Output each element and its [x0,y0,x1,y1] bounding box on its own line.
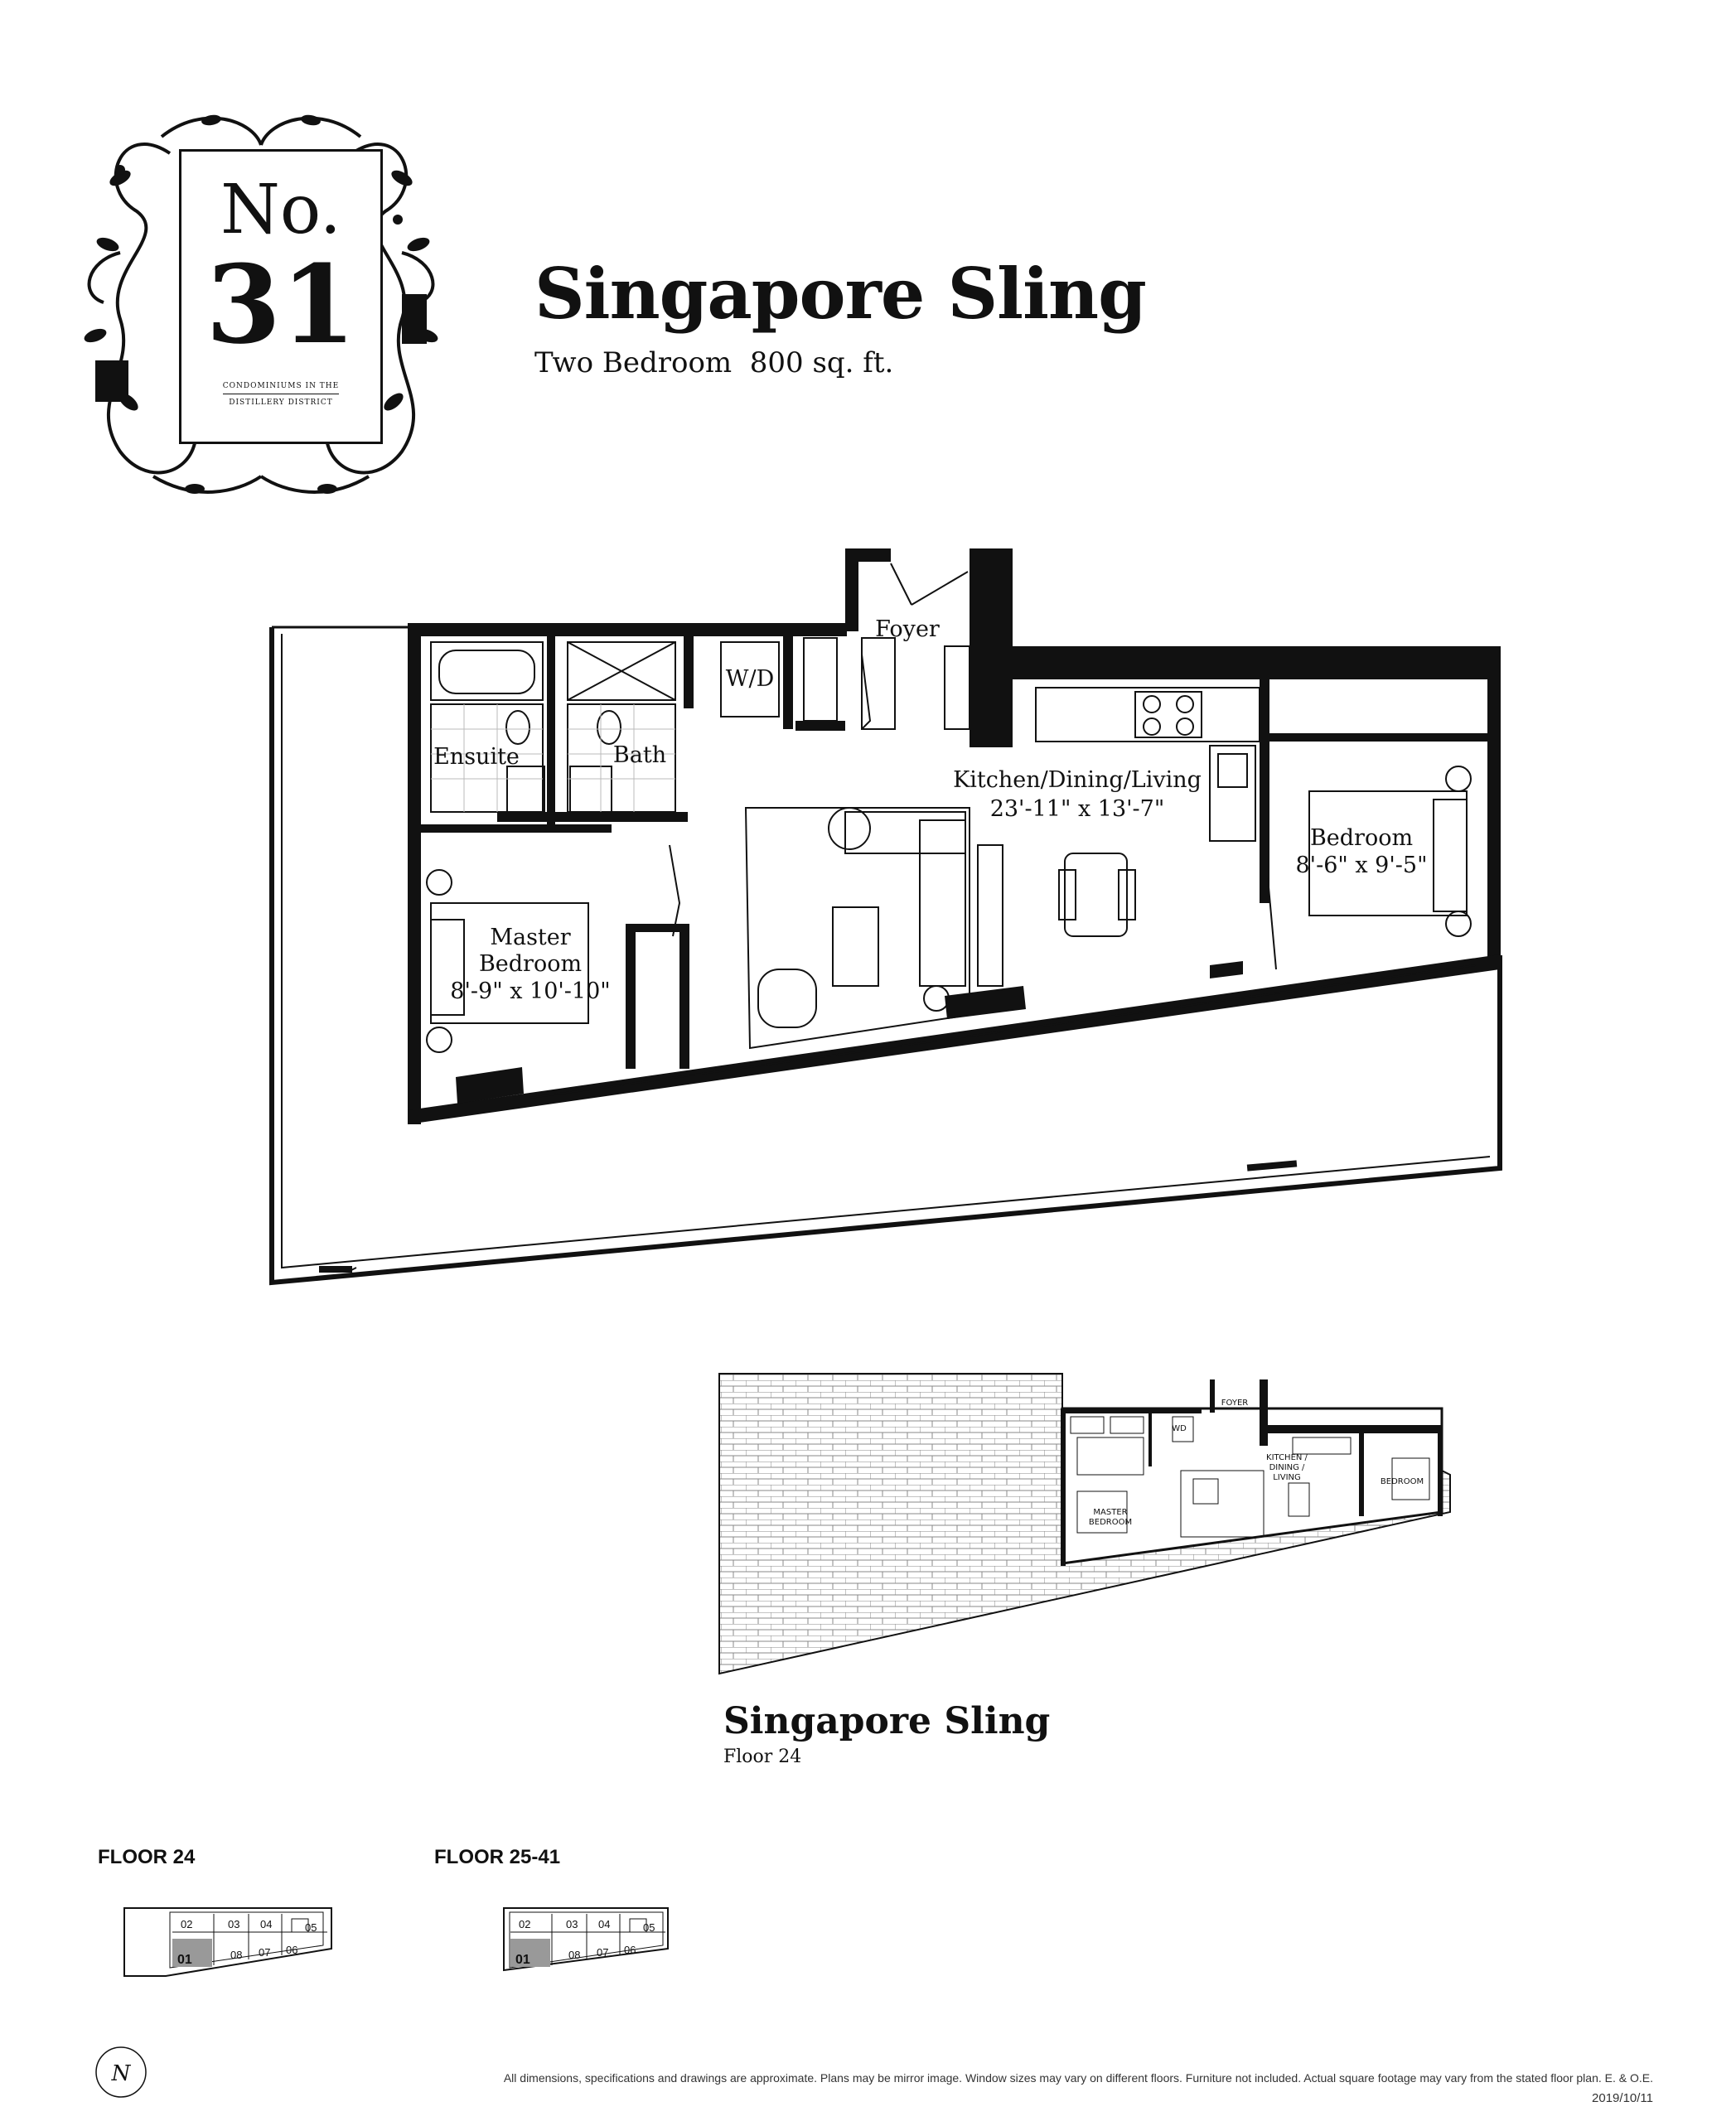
unit-label: 04 [260,1918,273,1930]
unit-label: 07 [259,1946,271,1959]
unit-label: 02 [519,1918,531,1930]
unit-label: 08 [230,1949,243,1961]
key-label-master-2: BEDROOM [1088,1518,1133,1527]
room-label-master: Master [490,925,571,950]
unit-label: 05 [643,1921,655,1934]
key-plan-floor: Floor 24 [723,1747,802,1767]
key-label-kitchen-1: KITCHEN / [1266,1453,1308,1462]
living-furniture [746,808,1135,1048]
terrace [272,627,1500,1283]
key-label-foyer: FOYER [1221,1399,1249,1408]
key-label-kitchen-3: LIVING [1273,1473,1301,1482]
compass-letter: N [111,2061,131,2086]
unit-label: 08 [568,1949,581,1961]
key-label-kitchen-2: DINING / [1269,1463,1305,1472]
room-dims-master: 8'-9" x 10'-10" [450,978,611,1004]
logo-number: 31 [206,241,356,368]
suite-title: Singapore Sling [534,253,1146,335]
unit-label: 06 [624,1944,636,1956]
floor-label-25-41: FLOOR 25-41 [434,1846,561,1868]
room-dims-kitchen: 23'-11" x 13'-7" [989,796,1165,822]
room-label-ensuite: Ensuite [433,744,520,770]
unit-label-highlight: 01 [515,1953,530,1967]
room-label-bath: Bath [612,742,667,768]
key-plan-title: Singapore Sling [723,1700,1051,1742]
unit-label: 04 [598,1918,611,1930]
key-label-master-1: MASTER [1093,1508,1128,1517]
room-dims-bedroom: 8'-6" x 9'-5" [1295,853,1428,878]
unit-label-highlight: 01 [177,1953,192,1967]
unit-label: 05 [305,1921,317,1934]
unit-label: 02 [181,1918,193,1930]
unit-label: 03 [566,1918,578,1930]
plan-date: 2019/10/11 [1592,2091,1653,2105]
key-label-wd: WD [1172,1424,1187,1433]
key-plan [719,1374,1450,1674]
disclaimer-text: All dimensions, specifications and drawings are approximate. Plans may be mirror image. Window sizes may vary on different floors. Furniture not included. Actual square footage may vary from the stated floor plan. E. & O.E. [503,2071,1653,2085]
room-label-foyer: Foyer [875,616,940,642]
room-label-bedroom: Bedroom [1309,825,1414,851]
suite-subtitle: Two Bedroom 800 sq. ft. [534,346,894,379]
room-label-wd: W/D [725,666,775,692]
key-label-bedroom: BEDROOM [1380,1477,1424,1486]
floor-label-24: FLOOR 24 [98,1846,196,1868]
unit-label: 06 [286,1944,298,1956]
unit-label: 07 [597,1946,609,1959]
room-label-kitchen: Kitchen/Dining/Living [953,767,1202,793]
north-compass-icon [93,2044,149,2100]
unit-label: 03 [228,1918,240,1930]
floor-plate-24 [124,1908,331,1976]
room-label-master-2: Bedroom [478,951,583,977]
logo-tagline-2: DISTILLERY DISTRICT [229,399,333,407]
floor-plate-25-41 [504,1908,668,1970]
logo-tagline-1: CONDOMINIUMS IN THE [222,382,340,390]
logo-no-text: No. [220,171,341,249]
